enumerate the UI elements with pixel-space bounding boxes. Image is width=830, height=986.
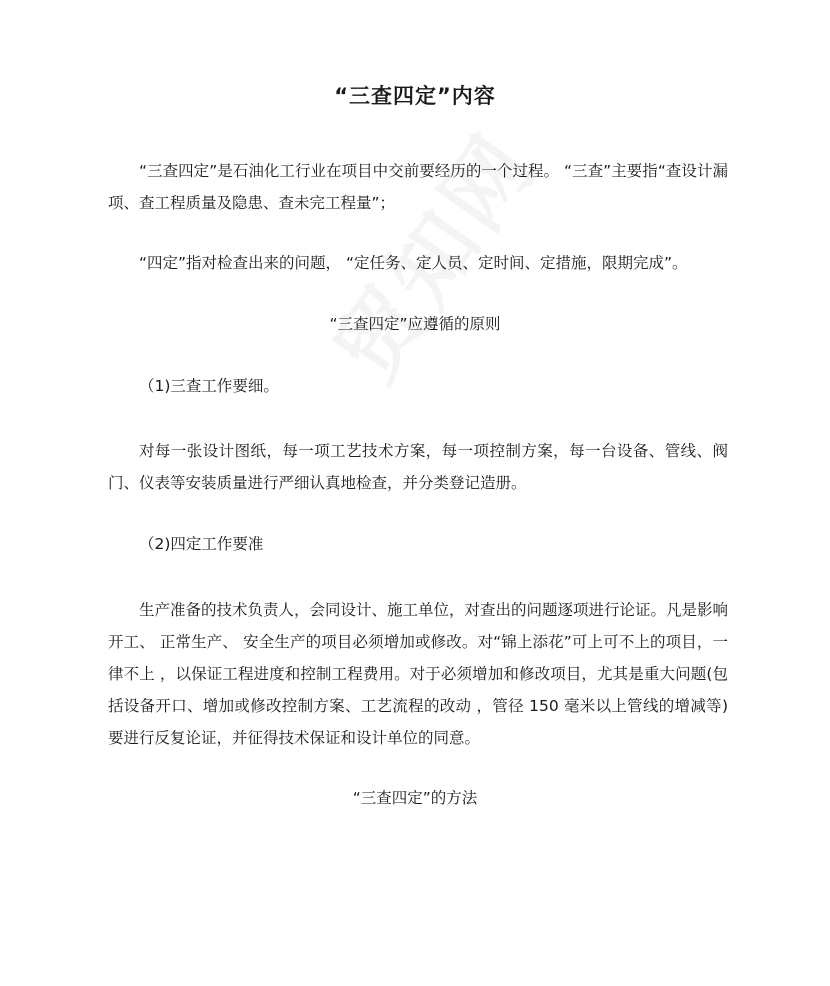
document-title: “三查四定”内容 [334,84,496,108]
methods-heading: “三查四定”的方法 [352,789,478,807]
principle-1-body: 对每一张设计图纸，每一项工艺技术方案，每一项控制方案，每一台设备、管线、阀门、仪表等安装质量进行严细认真地检查，并分类登记造册。 [108,442,728,492]
principle-2-body: 生产准备的技术负责人，会同设计、施工单位，对查出的问题逐项进行论证。凡是影响开工、 正常生产、 安全生产的项目必须增加或修改。对“锦上添花”可上可不上的项目，一律不上 ，以保证工程进度和控制工程费用。对于必须增加和修改项目，尤其是重大问题(包括设备开口、增加或修改控制方案、工艺流程的改动 ，管径 150 毫米以上管线的增减等)要进行反复论证，并征得技术保证和设计单位的同意。 [108,601,729,747]
principles-heading: “三查四定”应遵循的原则 [329,315,501,333]
principle-1-heading: （1)三查工作要细。 [139,377,279,395]
principle-2-heading: （2)四定工作要准 [139,535,264,553]
four-definitions-paragraph: “四定”指对检查出来的问题， “定任务、定人员、定时间、定措施，限期完成”。 [139,254,688,272]
intro-paragraph: “三查四定”是石油化工行业在项目中交前要经历的一个过程。 “三查”主要指“查设计漏项、查工程质量及隐患、查未完工程量”； [108,162,728,212]
